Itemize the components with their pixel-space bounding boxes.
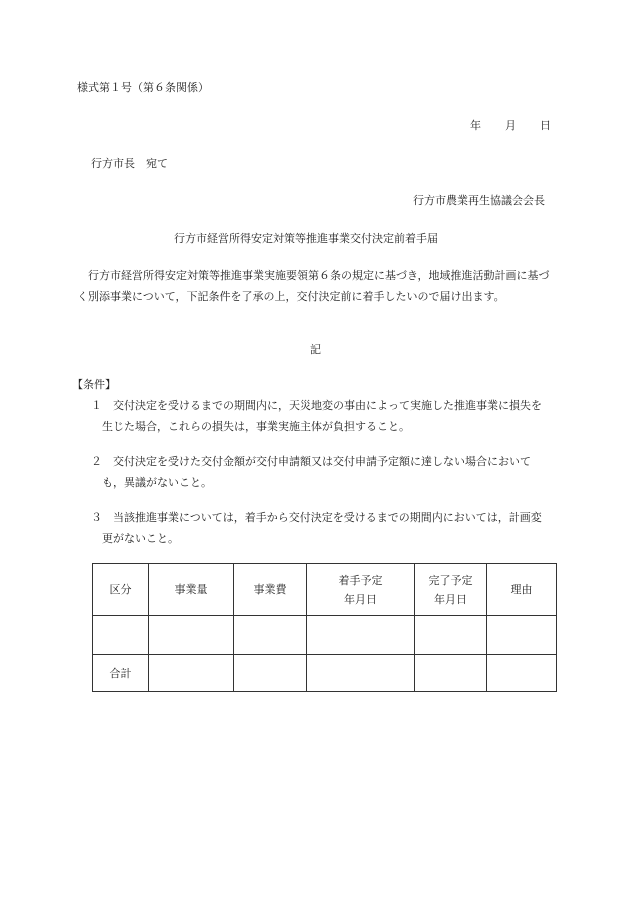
table-header-row [93, 564, 557, 616]
document-title: 行方市経営所得安定対策等推進事業交付決定前着手届 [174, 232, 438, 245]
total-label: 合計 [93, 655, 149, 692]
form-number: 様式第１号（第６条関係） [77, 81, 209, 94]
condition-text: 交付決定を受けた交付金額が交付申請額又は交付申請予定額に達しない場合においても，異議がないこと。 [102, 455, 531, 489]
table-cell[interactable] [234, 616, 307, 655]
table-cell[interactable] [307, 616, 415, 655]
date-year: 年 [470, 119, 481, 132]
condition-number: ２ [91, 455, 102, 468]
header-category: 区分 [93, 564, 149, 616]
schedule-table [92, 563, 557, 692]
condition-number: ３ [91, 511, 102, 524]
condition-item [91, 395, 551, 437]
conditions-heading: 【条件】 [72, 378, 116, 391]
header-end-date [415, 564, 487, 616]
header-reason: 理由 [487, 564, 557, 616]
addressee: 行方市長 宛て [91, 157, 168, 170]
table-total-row [93, 655, 557, 692]
date-month: 月 [505, 119, 516, 132]
condition-item [91, 507, 551, 549]
intro-paragraph: 行方市経営所得安定対策等推進事業実施要領第６条の規定に基づき，地域推進活動計画に基づく別添事業について，下記条件を了承の上，交付決定前に着手したいので届け出ます。 [77, 269, 550, 303]
header-end-label: 完了予定 [428, 573, 473, 587]
header-cost: 事業費 [234, 564, 307, 616]
table-cell[interactable] [234, 655, 307, 692]
condition-item [91, 451, 551, 493]
ki-marker: 記 [310, 343, 321, 356]
table-cell[interactable] [307, 655, 415, 692]
table-cell[interactable] [487, 616, 557, 655]
table-cell[interactable] [149, 655, 234, 692]
header-start-label: 着手予定 [338, 573, 383, 587]
table-row [93, 616, 557, 655]
header-start-ymd: 年月日 [344, 592, 377, 606]
date-day: 日 [540, 119, 551, 132]
header-end-ymd: 年月日 [434, 592, 467, 606]
header-start-date [307, 564, 415, 616]
table-cell[interactable] [415, 655, 487, 692]
table-cell[interactable] [415, 616, 487, 655]
condition-number: １ [91, 399, 102, 412]
table-cell[interactable] [149, 616, 234, 655]
condition-text: 当該推進事業については，着手から交付決定を受けるまでの期間内においては，計画変更がないこと。 [102, 511, 542, 545]
header-volume: 事業量 [149, 564, 234, 616]
sender: 行方市農業再生協議会会長 [413, 194, 545, 207]
table-cell[interactable] [93, 616, 149, 655]
condition-text: 交付決定を受けるまでの期間内に，天災地変の事由によって実施した推進事業に損失を生じた場合，これらの損失は，事業実施主体が負担すること。 [102, 399, 542, 433]
table-cell[interactable] [487, 655, 557, 692]
